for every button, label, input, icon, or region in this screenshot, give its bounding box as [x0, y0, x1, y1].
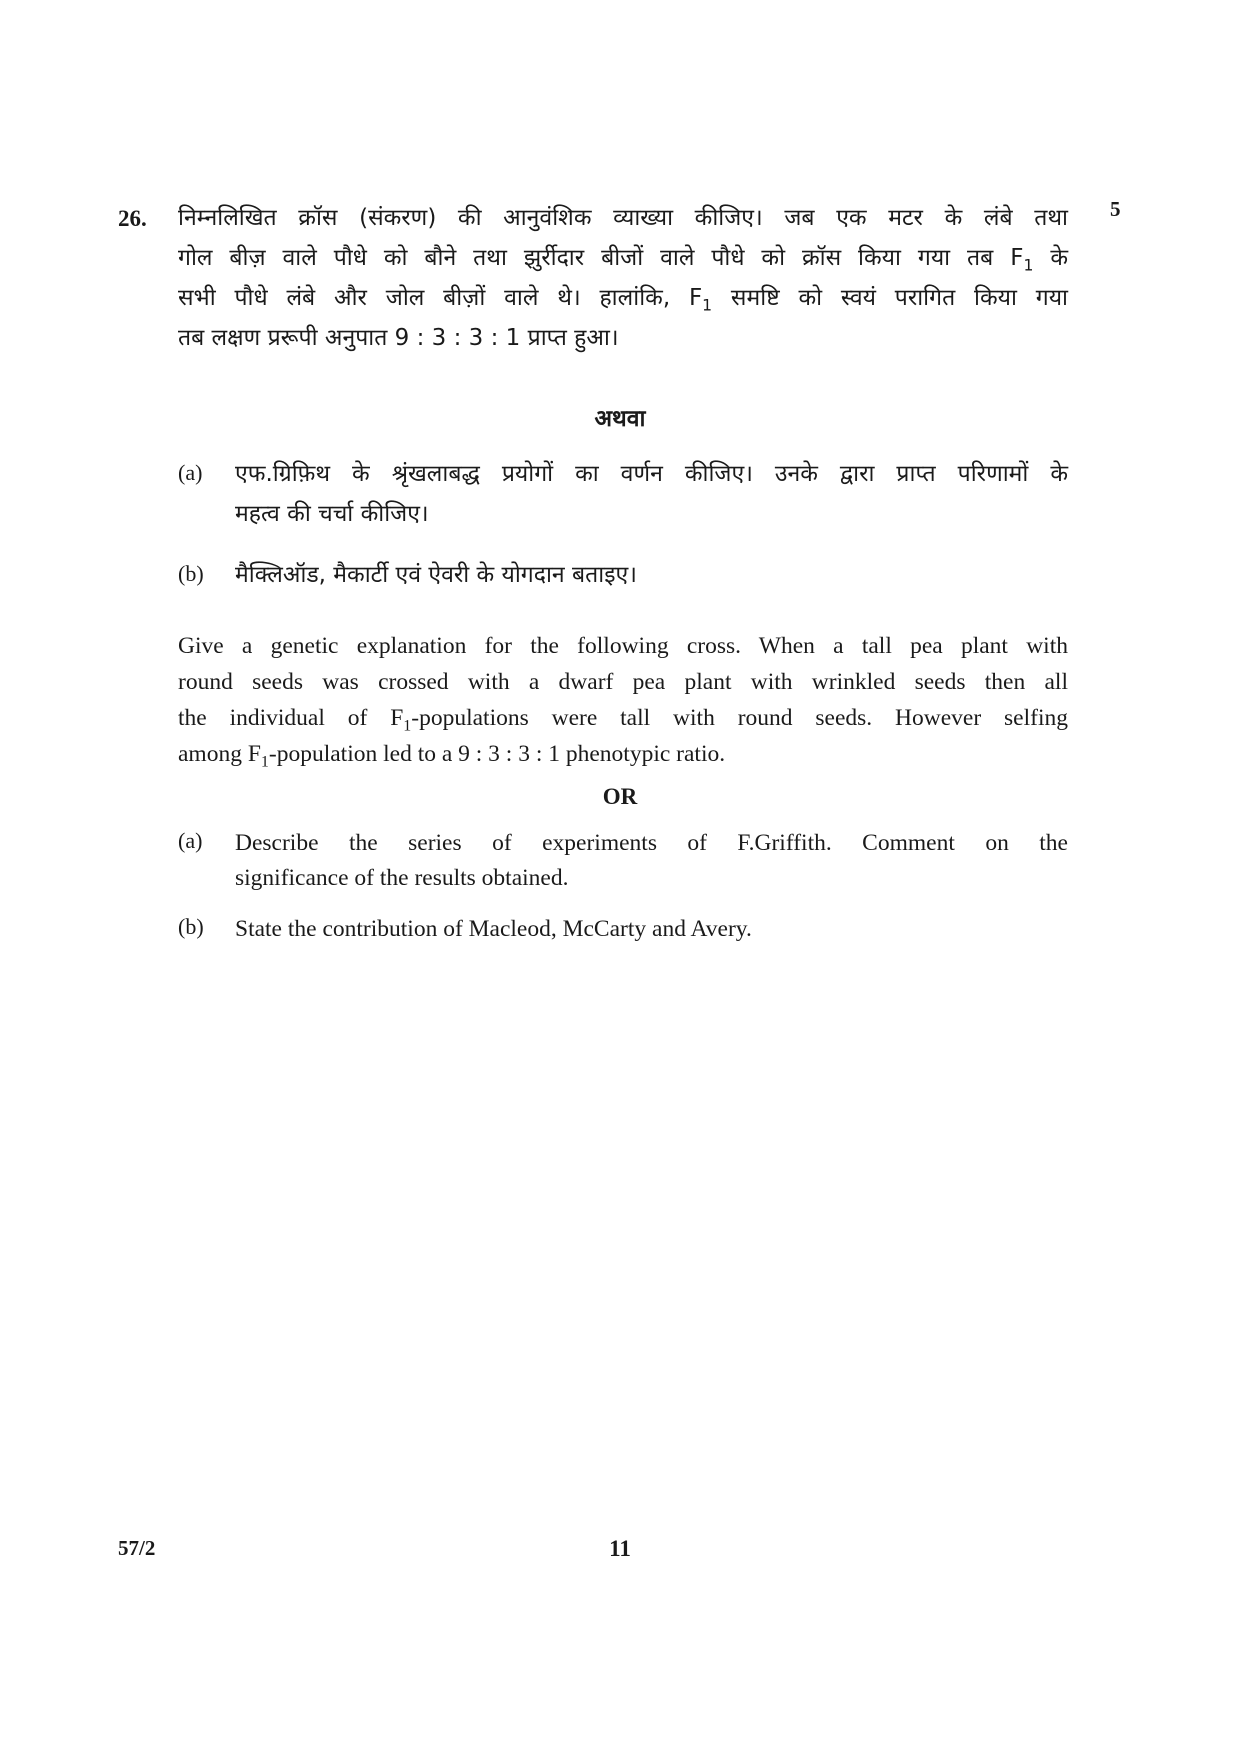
- hindi-line-4: तब लक्षण प्ररूपी अनुपात 9 : 3 : 3 : 1 प्राप्त हुआ।: [178, 325, 619, 351]
- option-text: मैक्लिऑड, मैकार्टी एवं ऐवरी के योगदान बताइए।: [235, 562, 637, 588]
- paper-code: 57/2: [118, 1536, 156, 1560]
- question-marks: 5: [1110, 197, 1121, 221]
- hindi-line-1: निम्नलिखित क्रॉस (संकरण) की आनुवंशिक व्याख्या कीजिए। जब एक मटर के लंबे तथा: [178, 205, 1068, 231]
- question-number: 26.: [118, 206, 147, 231]
- option-label: (b): [178, 914, 204, 939]
- english-line-2: round seeds was crossed with a dwarf pea plant with wrinkled seeds then all: [178, 669, 1068, 695]
- question-text-english: [178, 628, 1068, 772]
- or-divider-hindi: अथवा: [594, 406, 646, 432]
- option-text: State the contribution of Macleod, McCarty and Avery.: [235, 916, 752, 942]
- option-text: Describe the series of experiments of F.Griffith. Comment on the significance of the results obtained.: [235, 830, 1068, 891]
- option-label: (a): [178, 460, 203, 485]
- or-divider-english: OR: [602, 784, 638, 809]
- english-line-1: Give a genetic explanation for the following cross. When a tall pea plant with: [178, 633, 1068, 659]
- option-text: एफ.ग्रिफ़िथ के श्रृंखलाबद्ध प्रयोगों का वर्णन कीजिए। उनके द्वारा प्राप्त परिणामों के महत्व की चर्चा कीजिए।: [235, 461, 1068, 527]
- hindi-line-2: गोल बीज़ वाले पौधे को बौने तथा झुर्रीदार बीजों वाले पौधे को क्रॉस किया गया तब $F_1$ के: [178, 245, 1068, 275]
- page-number: 11: [609, 1536, 631, 1561]
- english-line-4: among $F_1$-population led to a 9 : 3 : 3 : 1 phenotypic ratio.: [178, 741, 726, 771]
- english-line-3: the individual of $F_1$-populations were tall with round seeds. However selfing: [178, 705, 1069, 735]
- question-text-hindi: [178, 198, 1068, 358]
- option-label: (a): [178, 828, 203, 853]
- option-label: (b): [178, 561, 204, 586]
- hindi-line-3: सभी पौधे लंबे और जोल बीज़ों वाले थे। हालांकि, $F_1$ समष्टि को स्वयं परागित किया गया: [178, 285, 1068, 315]
